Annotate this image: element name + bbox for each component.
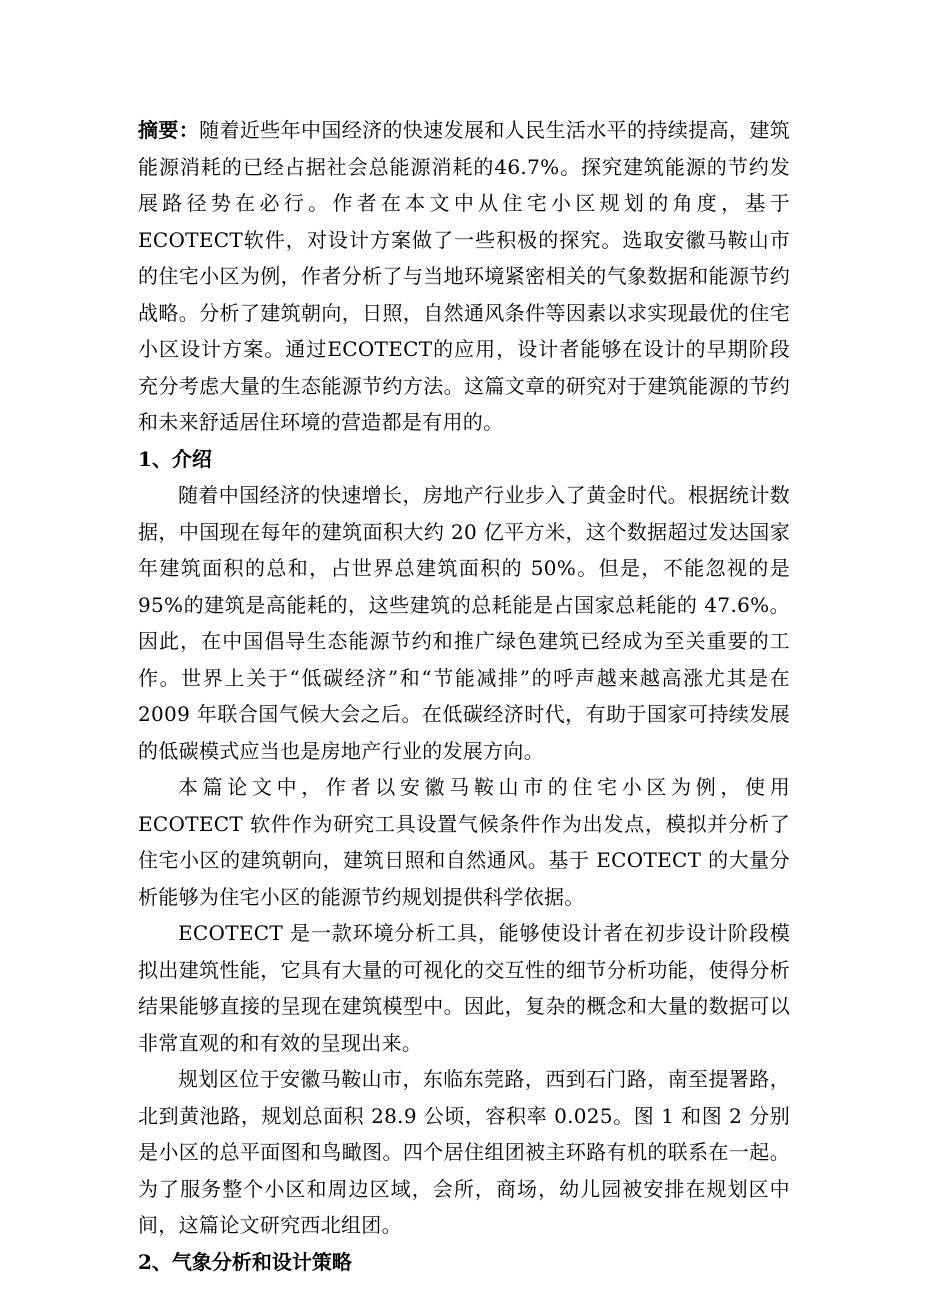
abstract-label: 摘要： — [138, 118, 200, 142]
abstract-text: 随着近些年中国经济的快速发展和人民生活水平的持续提高，建筑能源消耗的已经占据社会总能源消耗的46.7%。探究建筑能源的节约发展路径势在必行。作者在本文中从住宅小区规划的角度，基于ECOTECT软件，对设计方案做了一些积极的探究。选取安徽马鞍山市的住宅小区为例，作者分析了与当地环境紧密相关的气象数据和能源节约战略。分析了建筑朝向，日照，自然通风条件等因素以求实现最优的住宅小区设计方案。通过ECOTECT的应用，设计者能够在设计的早期阶段充分考虑大量的生态能源节约方法。这篇文章的研究对于建筑能源的节约和未来舒适居住环境的营造都是有用的。 — [138, 118, 790, 434]
section-2-heading: 2、气象分析和设计策略 — [138, 1249, 352, 1274]
section-1-heading: 1、介绍 — [138, 446, 212, 471]
document-page — [138, 112, 790, 1280]
abstract-paragraph — [138, 112, 790, 441]
section-1-paragraph-2: 本篇论文中，作者以安徽马鞍山市的住宅小区为例，使用 ECOTECT 软件作为研究工具设置气候条件作为出发点，模拟并分析了住宅小区的建筑朝向，建筑日照和自然通风。基于 ECOTECT 的大量分析能够为住宅小区的能源节约规划提供科学依据。 — [138, 775, 790, 909]
section-1-paragraph-4: 规划区位于安徽马鞍山市，东临东莞路，西到石门路，南至提署路，北到黄池路，规划总面积 28.9 公顷，容积率 0.025。图 1 和图 2 分别是小区的总平面图和鸟瞰图。四个居住组团被主环路有机的联系在一起。为了服务整个小区和周边区域，会所，商场，幼儿园被安排在规划区中间，这篇论文研究西北组团。 — [138, 1067, 790, 1237]
section-1-paragraph-1: 随着中国经济的快速增长，房地产行业步入了黄金时代。根据统计数据，中国现在每年的建筑面积大约 20 亿平方米，这个数据超过发达国家年建筑面积的总和，占世界总建筑面积的 50%。但是，不能忽视的是 95%的建筑是高能耗的，这些建筑的总耗能是占国家总耗能的 47.6%。因此，在中国倡导生态能源节约和推广绿色建筑已经成为至关重要的工作。世界上关于“低碳经济”和“节能减排”的呼声越来越高涨尤其是在 2009 年联合国气候大会之后。在低碳经济时代，有助于国家可持续发展的低碳模式应当也是房地产行业的发展方向。 — [138, 483, 790, 763]
section-1-paragraph-3: ECOTECT 是一款环境分析工具，能够使设计者在初步设计阶段模拟出建筑性能，它具有大量的可视化的交互性的细节分析功能，使得分析结果能够直接的呈现在建筑模型中。因此，复杂的概念和大量的数据可以非常直观的和有效的呈现出来。 — [138, 921, 790, 1055]
